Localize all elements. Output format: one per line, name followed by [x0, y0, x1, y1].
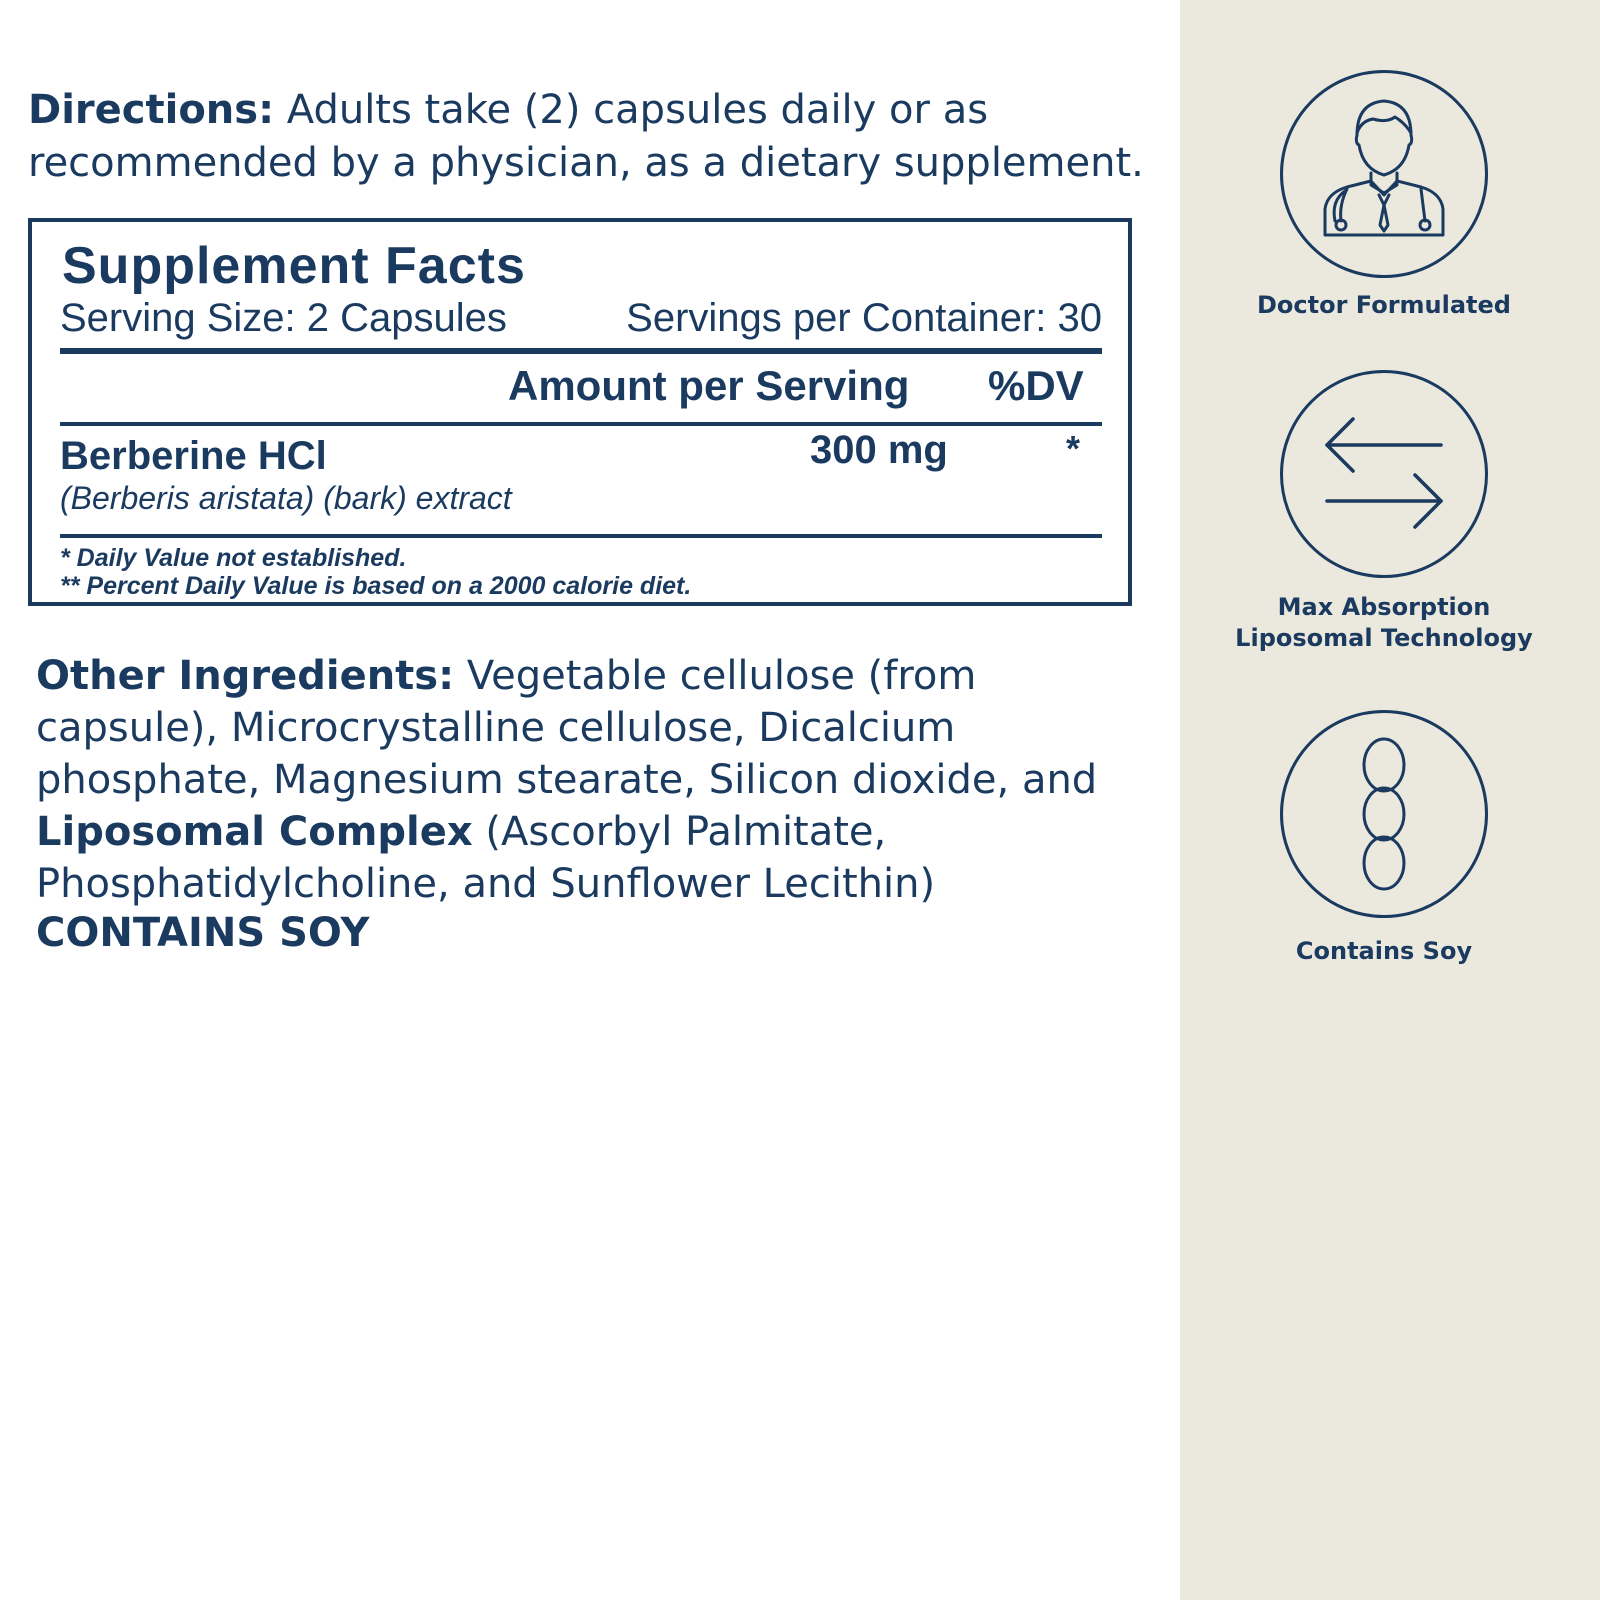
badge-label: Contains Soy [1295, 937, 1473, 965]
ingredient-source: (Berberis aristata) (bark) extract [60, 480, 512, 516]
arrows-exchange-icon [1283, 373, 1485, 575]
directions-body: Adults take (2) capsules daily or as recommended by a physician, as a dietary supplement. [28, 87, 1144, 186]
supplement-facts-panel [28, 218, 1132, 606]
badge-circle [1280, 70, 1488, 278]
ingredient-name: Berberine HCl [60, 434, 327, 478]
badge-circle [1280, 710, 1488, 918]
divider [60, 534, 1102, 538]
liposomal-complex: Liposomal Complex [36, 809, 473, 855]
doctor-icon [1283, 73, 1485, 275]
ingredient-daily-value: * [1066, 428, 1081, 469]
directions-label: Directions: [28, 87, 275, 133]
badge-label-line: Max Absorption [1277, 593, 1491, 621]
contains-soy-warning: CONTAINS SOY [36, 910, 370, 956]
supplement-facts-title: Supplement Facts [62, 237, 526, 295]
other-ingredients-label: Other Ingredients: [36, 653, 455, 699]
footnote-daily-value: * Daily Value not established. [60, 544, 407, 572]
ingredient-amount: 300 mg [810, 428, 948, 472]
badge-doctor-formulated [1180, 70, 1600, 330]
badge-label [1180, 592, 1588, 654]
badge-max-absorption [1180, 370, 1600, 660]
serving-size: Serving Size: 2 Capsules [60, 296, 507, 340]
badge-circle [1280, 370, 1488, 578]
divider [60, 422, 1102, 426]
badge-contains-soy [1180, 710, 1600, 970]
header-amount-per-serving: Amount per Serving [508, 362, 910, 409]
badge-label: Doctor Formulated [1257, 291, 1511, 319]
badge-label-line: Liposomal Technology [1235, 624, 1533, 652]
liposomal-complex-detail: (Ascorbyl Palmitate, Phosphatidylcholine, and Sunflower Lecithin) [36, 809, 936, 907]
other-ingredients-text [36, 650, 1166, 910]
header-daily-value: %DV [988, 362, 1084, 409]
directions-text [28, 84, 1168, 190]
servings-per-container: Servings per Container: 30 [626, 296, 1102, 340]
soy-beans-icon [1283, 713, 1485, 915]
other-ingredients-list: Vegetable cellulose (from capsule), Microcrystalline cellulose, Dicalcium phosphate, Magnesium stearate, Silicon dioxide, and [36, 653, 1098, 803]
divider-thick [60, 348, 1102, 354]
footnote-percent-daily-value: ** Percent Daily Value is based on a 2000 calorie diet. [60, 572, 692, 600]
